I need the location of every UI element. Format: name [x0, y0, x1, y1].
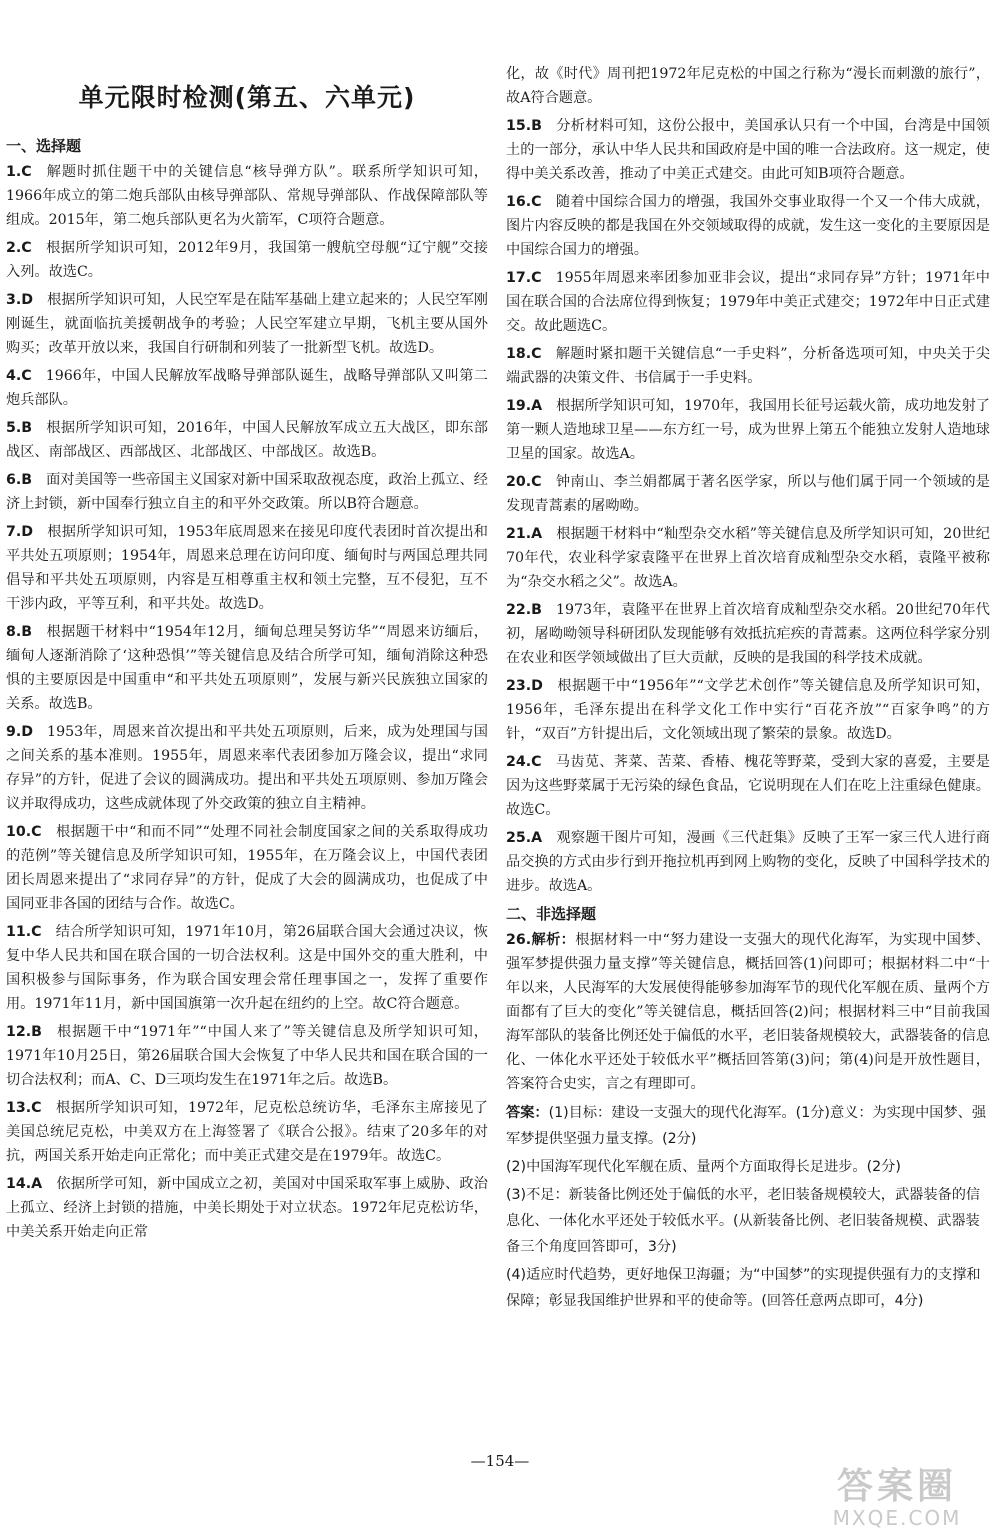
analysis-label: 解析： [531, 932, 576, 948]
question-number: 1. [6, 164, 22, 180]
analysis-text: 根据材料一中“努力建设一支强大的现代化海军，为实现中国梦、强军梦提供强力量支撑”等关键信息，概括回答(1)问即可；根据材料二中“十年以来，人民海军的大发展使得能够参加海军节的现代化军舰在质、量两个方面都有了巨大的变化”等关键信息，概括回答(2)问；根据材料三中“目前我国海军部队的装备比例还处于偏低的水平，老旧装备规模较大，武器装备的信息化、一体化水平还处于较低水平”概括回答第(3)问；第(4)问是开放性题目，答案符合史实，言之有理即可。 [506, 932, 990, 1092]
question-item [506, 62, 990, 110]
explanation-text: 根据所学知识可知，1953年底周恩来在接见印度代表团时首次提出和平共处五项原则；1954年，周恩来总理在访问印度、缅甸时与两国总理共同倡导和平共处五项原则，内容是互相尊重主权和领土完整，互不侵犯，互不干涉内政，平等互利，和平共处。故选D。 [6, 524, 488, 612]
question-item [6, 520, 488, 616]
answer-1-text: (1)目标：建设一支强大的现代化海军。(1分)意义：为实现中国梦、强军梦提供坚强力量支撑。(2分) [506, 1105, 987, 1147]
explanation-text: 根据所学知识可知，2016年，中国人民解放军成立五大战区，即东部战区、南部战区、西部战区、北部战区、中部战区。故选B。 [6, 420, 488, 460]
question-item [6, 364, 488, 412]
question-number: 11. [6, 924, 32, 940]
watermark-url: MXQE.COM [832, 1506, 962, 1530]
answer-letter: C [531, 754, 542, 770]
answer-letter: D [531, 678, 543, 694]
explanation-text: 根据题干中“和而不同”“处理不同社会制度国家之间的关系取得成功的范例”等关键信息及所学知识可知，1955年，在万隆会议上，中国代表团团长周恩来提出了“求同存异”的方针，促成了大会的圆满成功，也促成了中国同亚非各国的团结与合作。故选C。 [6, 824, 488, 912]
question-number: 14. [6, 1176, 32, 1192]
answer-label: 答案： [506, 1105, 549, 1121]
explanation-text: 马齿苋、荠菜、苦菜、香椿、槐花等野菜，受到大家的喜爱，主要是因为这些野菜属于无污染的绿色食品，它说明现在人们在吃上注重绿色健康。故选C。 [506, 754, 990, 818]
question-26 [506, 928, 990, 1096]
question-number: 3. [6, 292, 22, 308]
question-number: 4. [6, 368, 22, 384]
explanation-text: 依据所学可知，新中国成立之初，美国对中国采取军事上威胁、政治上孤立、经济上封锁的措施，中美长期处于对立状态。1972年尼克松访华，中美关系开始走向正常 [6, 1176, 488, 1240]
question-item [6, 160, 488, 232]
question-item [6, 236, 488, 284]
explanation-text: 1973年，袁隆平在世界上首次培育成籼型杂交水稻。20世纪70年代初，屠呦呦领导科研团队发现能够有效抵抗疟疾的青蒿素。这两位科学家分别在农业和医学领域做出了巨大贡献，反映的是我国的科学技术成就。 [506, 602, 990, 666]
question-number: 17. [506, 270, 532, 286]
question-item [506, 470, 990, 518]
question-item [6, 920, 488, 1016]
question-item [6, 720, 488, 816]
answer-letter: A [31, 1176, 43, 1192]
question-item [6, 1096, 488, 1168]
question-item [6, 288, 488, 360]
question-item [506, 674, 990, 746]
watermark-logo [802, 1467, 992, 1531]
section-heading-nonchoice: 二、非选择题 [506, 905, 597, 923]
section-heading-choice: 一、选择题 [6, 137, 82, 155]
left-column [6, 0, 488, 1248]
answer-letter: B [21, 624, 33, 640]
question-item [506, 342, 990, 390]
answer-letter: B [21, 420, 33, 436]
explanation-text: 1953年，周恩来首次提出和平共处五项原则，后来，成为处理国与国之间关系的基本准则。1955年，周恩来率代表团参加万隆会议，提出“求同存异”的方针，促进了会议的圆满成功。提出和平共处五项原则、参加万隆会议并取得成功，这些成就体现了外交政策的独立自主精神。 [6, 724, 488, 812]
right-question-list [506, 62, 990, 898]
question-number: 15. [506, 118, 532, 134]
answer-letter: C [531, 194, 542, 210]
question-number: 10. [6, 824, 32, 840]
answer-part-4: (4)适应时代趋势，更好地保卫海疆；为“中国梦”的实现提供强有力的支撑和保障；彰显我国维护世界和平的使命等。(回答任意两点即可，4分) [506, 1267, 981, 1309]
explanation-text: 解题时抓住题干中的关键信息“核导弹方队”。联系所学知识可知，1966年成立的第二炮兵部队由核导弹部队、常规导弹部队、作战保障部队等组成。2015年，第二炮兵部队更名为火箭军，C项符合题意。 [6, 164, 488, 228]
explanation-text: 结合所学知识可知，1971年10月，第26届联合国大会通过决议，恢复中华人民共和国在联合国的一切合法权利。这是中国外交的重大胜利，中国积极参与国际事务，作为联合国安理会常任理事国之一，发挥了重要作用。1971年11月，新中国国旗第一次升起在纽约的上空。故C符合题意。 [6, 924, 488, 1012]
answer-letter: B [21, 472, 33, 488]
question-item [6, 620, 488, 716]
answer-letter: C [531, 270, 542, 286]
page-number: —154— [470, 1452, 530, 1470]
answer-letter: C [21, 240, 32, 256]
explanation-text: 解题时紧扣题干关键信息“一手史料”，分析备选项可知，中央关于尖端武器的决策文件、书信属于一手史料。 [506, 346, 990, 386]
answer-letter: C [531, 346, 542, 362]
answer-letter: B [531, 602, 542, 618]
question-item [6, 468, 488, 516]
explanation-text: 根据所学知识可知，1972年，尼克松总统访华，毛泽东主席接见了美国总统尼克松，中美双方在上海签署了《联合公报》。结束了20多年的对抗，两国关系开始走向正常化；而中美正式建交是在1979年。故选C。 [6, 1100, 488, 1164]
explanation-text: 分析材料可知，这份公报中，美国承认只有一个中国，台湾是中国领土的一部分，承认中华人民共和国政府是中国的唯一合法政府。这一规定，使得中美关系改善，推动了中美正式建交。由此可知B项符合题意。 [506, 118, 990, 182]
explanation-text: 钟南山、李兰娟都属于著名医学家，所以与他们属于同一个领域的是发现青蒿素的屠呦呦。 [506, 474, 990, 514]
explanation-text: 观察题干图片可知，漫画《三代赶集》反映了王军一家三代人进行商品交换的方式由步行到开拖拉机再到网上购物的变化，反映了中国科学技术的进步。故选A。 [506, 830, 990, 894]
explanation-text: 随着中国综合国力的增强，我国外交事业取得一个又一个伟大成就，图片内容反映的都是我国在外交领域取得的成就，发生这一变化的主要原因是中国综合国力的增强。 [506, 194, 990, 258]
answer-letter: B [31, 1024, 42, 1040]
question-item [506, 266, 990, 338]
answer-letter: A [531, 526, 543, 542]
explanation-text: 1966年，中国人民解放军战略导弹部队诞生，战略导弹部队又叫第二炮兵部队。 [6, 368, 488, 408]
page-title: 单元限时检测(第五、六单元) [78, 83, 416, 112]
answer-letter: C [21, 368, 32, 384]
question-item [506, 598, 990, 670]
answer-letter: B [531, 118, 542, 134]
explanation-text: 根据所学知识可知，人民空军是在陆军基础上建立起来的；人民空军刚刚诞生，就面临抗美援朝战争的考验；人民空军建立早期，飞机主要从国外购买；改革开放以来，我国自行研制和列装了一批新型飞机。故选D。 [6, 292, 488, 356]
explanation-text: 根据所学知识可知，1970年，我国用长征号运载火箭，成功地发射了第一颗人造地球卫星——东方红一号，成为世界上第五个能独立发射人造地球卫星的国家。故选A。 [506, 398, 990, 462]
question-item [6, 1172, 488, 1244]
question-item [506, 114, 990, 186]
answer-letter: C [21, 164, 32, 180]
answer-part-1 [506, 1100, 990, 1152]
explanation-text: 面对美国等一些帝国主义国家对新中国采取敌视态度，政治上孤立、经济上封锁，新中国奉行独立自主的和平外交政策。所以B符合题意。 [6, 472, 488, 512]
question-number: 13. [6, 1100, 32, 1116]
right-column [506, 0, 990, 1316]
left-question-list [6, 160, 488, 1244]
question-number: 5. [6, 420, 22, 436]
question-number: 19. [506, 398, 532, 414]
explanation-text: 根据题干中“1956年”“文学艺术创作”等关键信息及所学知识可知，1956年，毛泽东提出在科学文化工作中实行“百花齐放”“百家争鸣”的方针，“双百”方针提出后，文化领域出现了繁荣的景象。故选D。 [506, 678, 990, 742]
answer-part-2: (2)中国海军现代化军舰在质、量两个方面取得长足进步。(2分) [506, 1159, 901, 1175]
question-number: 16. [506, 194, 532, 210]
question-number: 24. [506, 754, 532, 770]
question-item [6, 820, 488, 916]
question-number: 26. [506, 932, 532, 948]
answer-letter: C [31, 1100, 42, 1116]
answer-letter: C [31, 924, 42, 940]
explanation-text: 根据题干材料中“籼型杂交水稻”等关键信息及所学知识可知，20世纪70年代，农业科学家袁隆平在世界上首次培育成籼型杂交水稻，袁隆平被称为“杂交水稻之父”。故选A。 [506, 526, 990, 590]
explanation-text: 化，故《时代》周刊把1972年尼克松的中国之行称为“漫长而刺激的旅行”，故A符合题意。 [506, 66, 990, 106]
question-number: 23. [506, 678, 532, 694]
answer-letter: D [21, 724, 34, 740]
question-number: 25. [506, 830, 532, 846]
question-item [506, 750, 990, 822]
explanation-text: 1955年周恩来率团参加亚非会议，提出“求同存异”方针；1971年中国在联合国的合法席位得到恢复；1979年中美正式建交；1972年中日正式建交。故此题选C。 [506, 270, 990, 334]
question-item [506, 522, 990, 594]
question-item [506, 826, 990, 898]
explanation-text: 根据所学知识可知，2012年9月，我国第一艘航空母舰“辽宁舰”交接入列。故选C。 [6, 240, 488, 280]
answer-letter: A [531, 830, 543, 846]
answer-letter: C [531, 474, 542, 490]
answer-letter: D [21, 524, 34, 540]
question-number: 6. [6, 472, 22, 488]
answer-letter: D [21, 292, 34, 308]
question-26-answer [506, 1100, 990, 1314]
question-item [6, 1020, 488, 1092]
question-number: 7. [6, 524, 22, 540]
question-number: 8. [6, 624, 22, 640]
explanation-text: 根据题干材料中“1954年12月，缅甸总理吴努访华”“周恩来访缅后，缅甸人逐渐消除了‘这种恐惧’”等关键信息及结合所学可知，缅甸消除这种恐惧的主要原因是中国重申“和平共处五项原则”，发展与新兴民族独立国家的关系。故选B。 [6, 624, 488, 712]
question-number: 22. [506, 602, 532, 618]
answer-letter: C [31, 824, 42, 840]
answer-part-3: (3)不足：新装备比例还处于偏低的水平，老旧装备规模较大，武器装备的信息化、一体化水平还处于较低水平。(从新装备比例、老旧装备规模、武器装备三个角度回答即可，3分) [506, 1187, 981, 1255]
question-number: 18. [506, 346, 532, 362]
watermark-text: 答案圈 [836, 1466, 957, 1507]
question-number: 2. [6, 240, 22, 256]
question-item [506, 190, 990, 262]
question-number: 21. [506, 526, 532, 542]
question-number: 12. [6, 1024, 32, 1040]
question-item [506, 394, 990, 466]
question-number: 20. [506, 474, 532, 490]
answer-letter: A [531, 398, 543, 414]
question-item [6, 416, 488, 464]
question-number: 9. [6, 724, 22, 740]
explanation-text: 根据题干中“1971年”“中国人来了”等关键信息及所学知识可知，1971年10月25日，第26届联合国大会恢复了中华人民共和国在联合国的一切合法权利；而A、C、D三项均发生在1971年之后。故选B。 [6, 1024, 488, 1088]
